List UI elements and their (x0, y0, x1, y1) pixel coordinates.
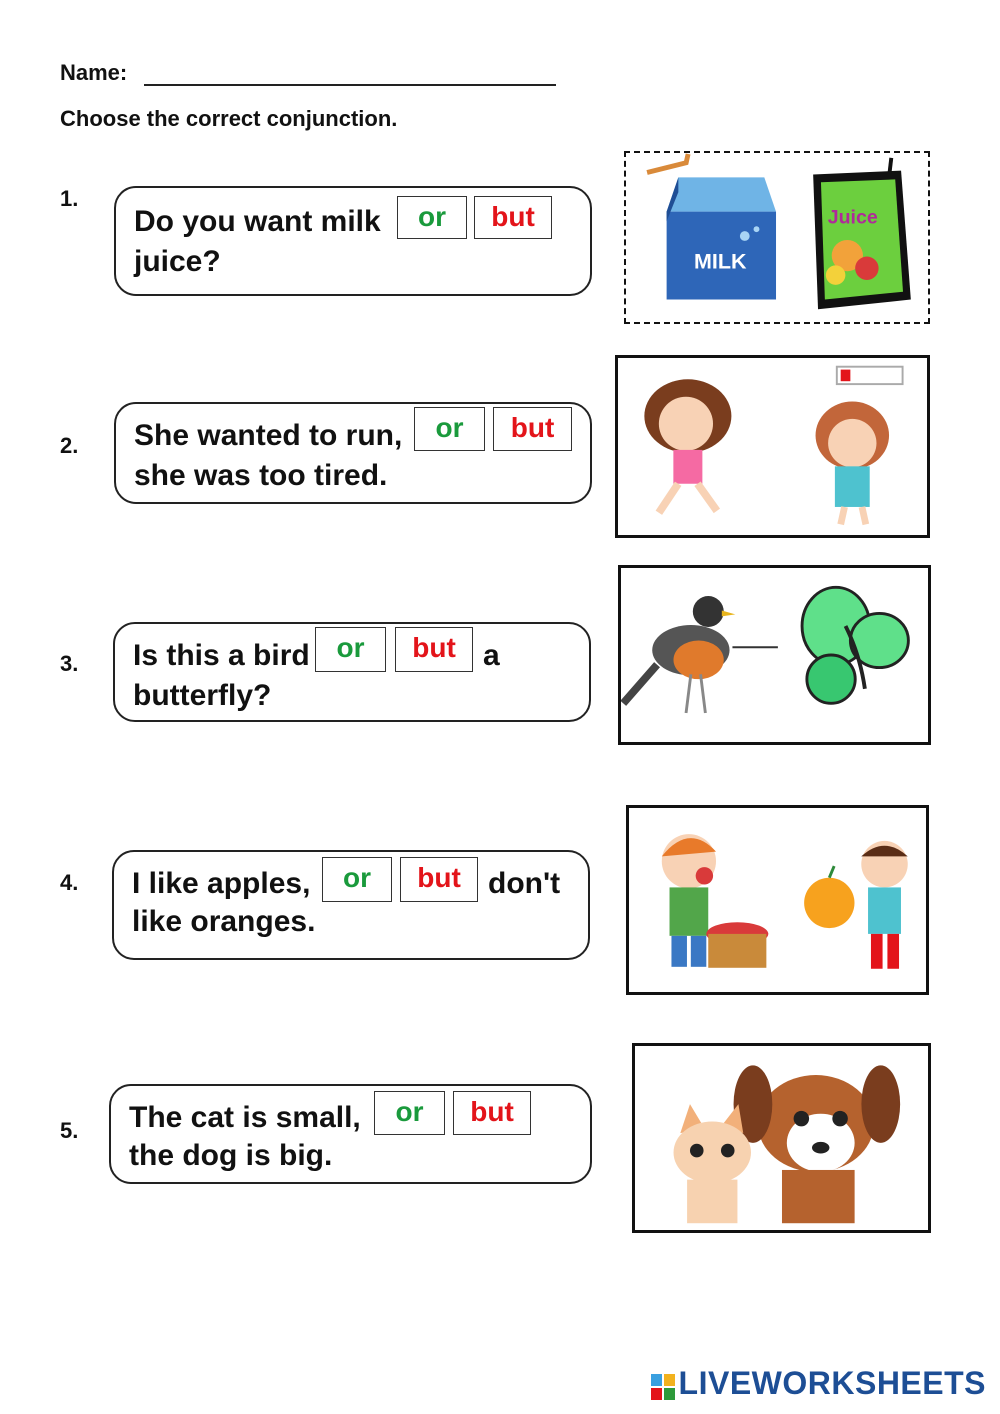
cat-icon (674, 1104, 751, 1223)
question-text-after: a (483, 639, 500, 672)
question-text-line1: I like apples, (132, 867, 311, 900)
question-text-after: don't (488, 867, 561, 900)
question-number: 2. (60, 433, 79, 458)
question-text-line2: like oranges. (132, 905, 316, 938)
name-input-line[interactable] (144, 84, 556, 86)
question-box (109, 1084, 592, 1184)
milk-carton-icon (647, 154, 776, 300)
question-box (114, 402, 592, 504)
boy-disgusted-icon (861, 841, 907, 969)
option-or-button[interactable]: or (315, 627, 386, 672)
question-text-line1: She wanted to run, (134, 419, 403, 452)
brand-logo (651, 1365, 986, 1402)
liveworksheets-logo-icon (651, 1371, 675, 1397)
bird-icon (623, 596, 735, 713)
question-text-line2: butterfly? (133, 679, 272, 712)
brand-text: LIVEWORKSHEETS (678, 1365, 986, 1401)
cat-dog-picture (632, 1043, 931, 1233)
option-but-button[interactable]: but (395, 627, 473, 672)
juice-box-icon (813, 158, 911, 309)
question-text-line2: the dog is big. (129, 1139, 333, 1172)
question-number: 4. (60, 870, 79, 895)
option-but-button[interactable]: but (453, 1091, 531, 1135)
question-text-line1: Is this a bird (133, 639, 310, 672)
bird-butterfly-picture (618, 565, 931, 745)
name-label: Name: (60, 60, 128, 85)
apple-basket-icon (706, 922, 768, 968)
question-text-line1: Do you want milk (134, 205, 381, 238)
option-but-button[interactable]: but (400, 857, 478, 902)
question-number: 5. (60, 1118, 79, 1143)
orange-icon (804, 866, 854, 928)
dog-icon (734, 1065, 901, 1223)
option-or-button[interactable]: or (414, 407, 485, 451)
butterfly-icon (802, 587, 908, 703)
girls-picture (615, 355, 930, 538)
question-text-line2: juice? (134, 245, 221, 278)
option-or-button[interactable]: or (397, 196, 467, 239)
juice-label: Juice (827, 206, 878, 229)
milk-label: MILK (693, 249, 747, 274)
option-or-button[interactable]: or (322, 857, 392, 902)
question-box (113, 622, 591, 722)
apples-oranges-picture (626, 805, 929, 995)
option-but-button[interactable]: but (474, 196, 552, 239)
question-text-line2: she was too tired. (134, 459, 388, 492)
question-box (112, 850, 590, 960)
option-or-button[interactable]: or (374, 1091, 445, 1135)
question-number: 3. (60, 651, 79, 676)
running-girl-icon (644, 379, 731, 512)
question-number: 1. (60, 186, 79, 211)
battery-low-icon (837, 367, 903, 384)
milk-juice-picture (624, 151, 930, 324)
option-but-button[interactable]: but (493, 407, 572, 451)
question-box (114, 186, 592, 296)
question-text-line1: The cat is small, (129, 1101, 361, 1134)
boy-eating-apple-icon (662, 834, 716, 967)
tired-girl-icon (816, 402, 890, 525)
instruction-text: Choose the correct conjunction. (60, 106, 398, 131)
